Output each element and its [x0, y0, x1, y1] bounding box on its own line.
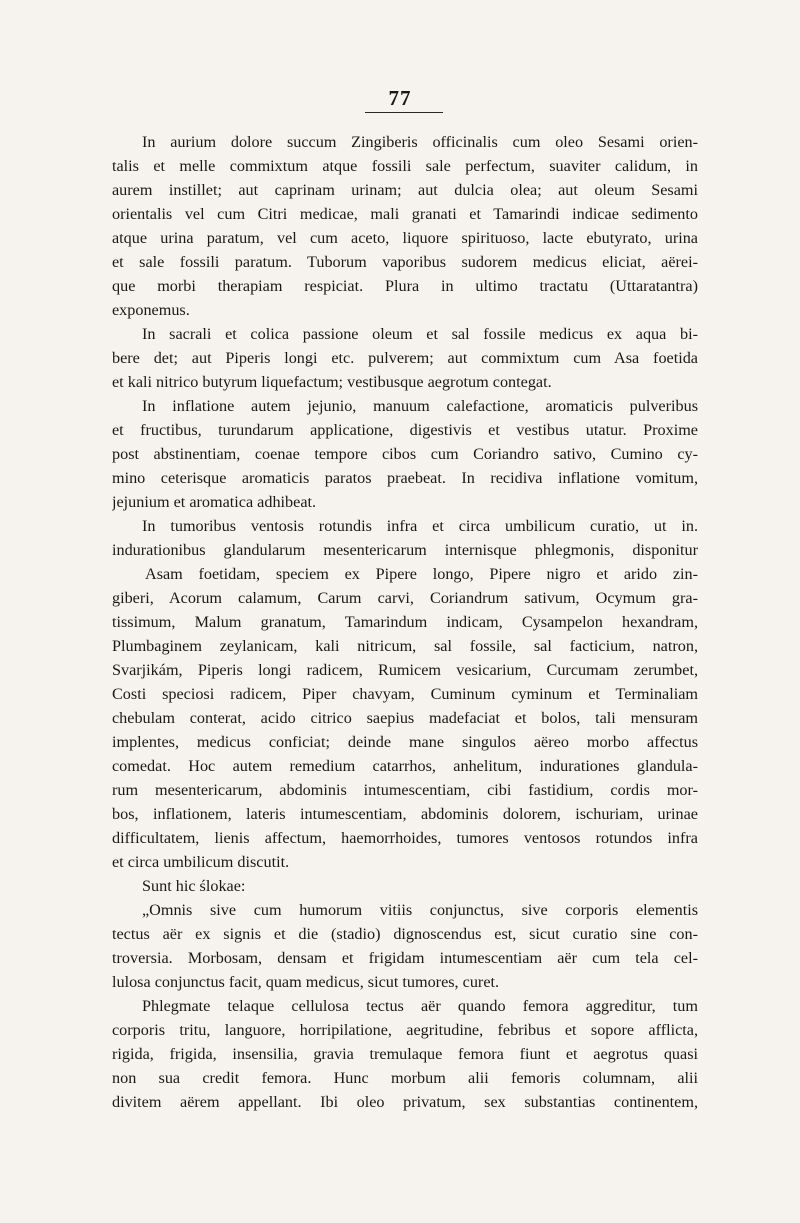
text-line: aurem instillet; aut caprinam urinam; aut dulcia olea; aut oleum Sesami: [112, 181, 698, 199]
page-number-rule: [365, 112, 443, 113]
text-line: indurationibus glandularum mesentericarum internisque phlegmonis, disponitur: [112, 541, 698, 559]
text-line: mino ceterisque aromaticis paratos praebeat. In recidiva inflatione vomitum,: [112, 469, 698, 487]
text-line: Svarjikám, Piperis longi radicem, Rumicem vesicarium, Curcumam zerumbet,: [112, 661, 698, 679]
text-line: In inflatione autem jejunio, manuum calefactione, aromaticis pulveribus: [142, 397, 698, 415]
text-line: bere det; aut Piperis longi etc. pulverem; aut commixtum cum Asa foetida: [112, 349, 698, 367]
text-line: tissimum, Malum granatum, Tamarindum indicam, Cysampelon hexandram,: [112, 613, 698, 631]
text-line: talis et melle commixtum atque fossili sale perfectum, suaviter calidum, in: [112, 157, 698, 175]
text-line: orientalis vel cum Citri medicae, mali granati et Tamarindi indicae sedimento: [112, 205, 698, 223]
text-line: et kali nitrico butyrum liquefactum; vestibusque aegrotum contegat.: [112, 373, 552, 391]
body-text: [112, 130, 698, 1114]
text-line: atque urina paratum, vel cum aceto, liquore spirituoso, lacte ebutyrato, urina: [112, 229, 698, 247]
text-line: comedat. Hoc autem remedium catarrhos, anhelitum, indurationes glandula-: [112, 757, 698, 775]
text-line: jejunium et aromatica adhibeat.: [112, 493, 317, 511]
text-line: In tumoribus ventosis rotundis infra et circa umbilicum curatio, ut in.: [142, 517, 698, 535]
text-line: bos, inflationem, lateris intumescentiam, abdominis dolorem, ischuriam, urinae: [112, 805, 698, 823]
text-line: chebulam conterat, acido citrico saepius madefaciat et bolos, tali mensuram: [112, 709, 698, 727]
text-line: difficultatem, lienis affectum, haemorrhoides, tumores ventosos rotundos infra: [112, 829, 698, 847]
text-line: lulosa conjunctus facit, quam medicus, sicut tumores, curet.: [112, 973, 500, 991]
text-line: Sunt hic ślokae:: [142, 877, 246, 895]
text-line: Plumbaginem zeylanicam, kali nitricum, sal fossile, sal facticium, natron,: [112, 637, 698, 655]
text-line: divitem aërem appellant. Ibi oleo privatum, sex substantias continentem,: [112, 1093, 698, 1111]
text-line: troversia. Morbosam, densam et frigidam intumescentiam aër cum tela cel-: [112, 949, 698, 967]
text-line: et sale fossili paratum. Tuborum vaporibus sudorem medicus eliciat, aërei-: [112, 253, 698, 271]
text-line: giberi, Acorum calamum, Carum carvi, Coriandrum sativum, Ocymum gra-: [112, 589, 698, 607]
text-line: et circa umbilicum discutit.: [112, 853, 290, 871]
text-line: post abstinentiam, coenae tempore cibos cum Coriandro sativo, Cumino cy-: [112, 445, 698, 463]
text-line: Costi speciosi radicem, Piper chavyam, Cuminum cyminum et Terminaliam: [112, 685, 698, 703]
text-line: et fructibus, turundarum applicatione, digestivis et vestibus utatur. Proxime: [112, 421, 698, 439]
text-line: Asam foetidam, speciem ex Pipere longo, Pipere nigro et arido zin-: [145, 565, 698, 583]
text-line: implentes, medicus conficiat; deinde mane singulos aëreo morbo affectus: [112, 733, 698, 751]
text-line: tectus aër ex signis et die (stadio) dignoscendus est, sicut curatio sine con-: [112, 925, 698, 943]
text-line: „Omnis sive cum humorum vitiis conjunctus, sive corporis elementis: [142, 901, 698, 919]
text-line: rigida, frigida, insensilia, gravia tremulaque femora fiunt et aegrotus quasi: [112, 1045, 698, 1063]
text-line: In aurium dolore succum Zingiberis officinalis cum oleo Sesami orien-: [142, 133, 698, 151]
text-line: que morbi therapiam respiciat. Plura in ultimo tractatu (Uttaratantra): [112, 277, 698, 295]
page-number: 77: [388, 86, 412, 110]
text-line: exponemus.: [112, 301, 190, 319]
text-line: rum mesentericarum, abdominis intumescentiam, cibi fastidium, cordis mor-: [112, 781, 698, 799]
text-line: Phlegmate telaque cellulosa tectus aër quando femora aggreditur, tum: [142, 997, 698, 1015]
text-line: In sacrali et colica passione oleum et sal fossile medicus ex aqua bi-: [142, 325, 698, 343]
text-line: corporis tritu, languore, horripilatione, aegritudine, febribus et sopore afflicta,: [112, 1021, 698, 1039]
text-line: non sua credit femora. Hunc morbum alii femoris columnam, alii: [112, 1069, 698, 1087]
